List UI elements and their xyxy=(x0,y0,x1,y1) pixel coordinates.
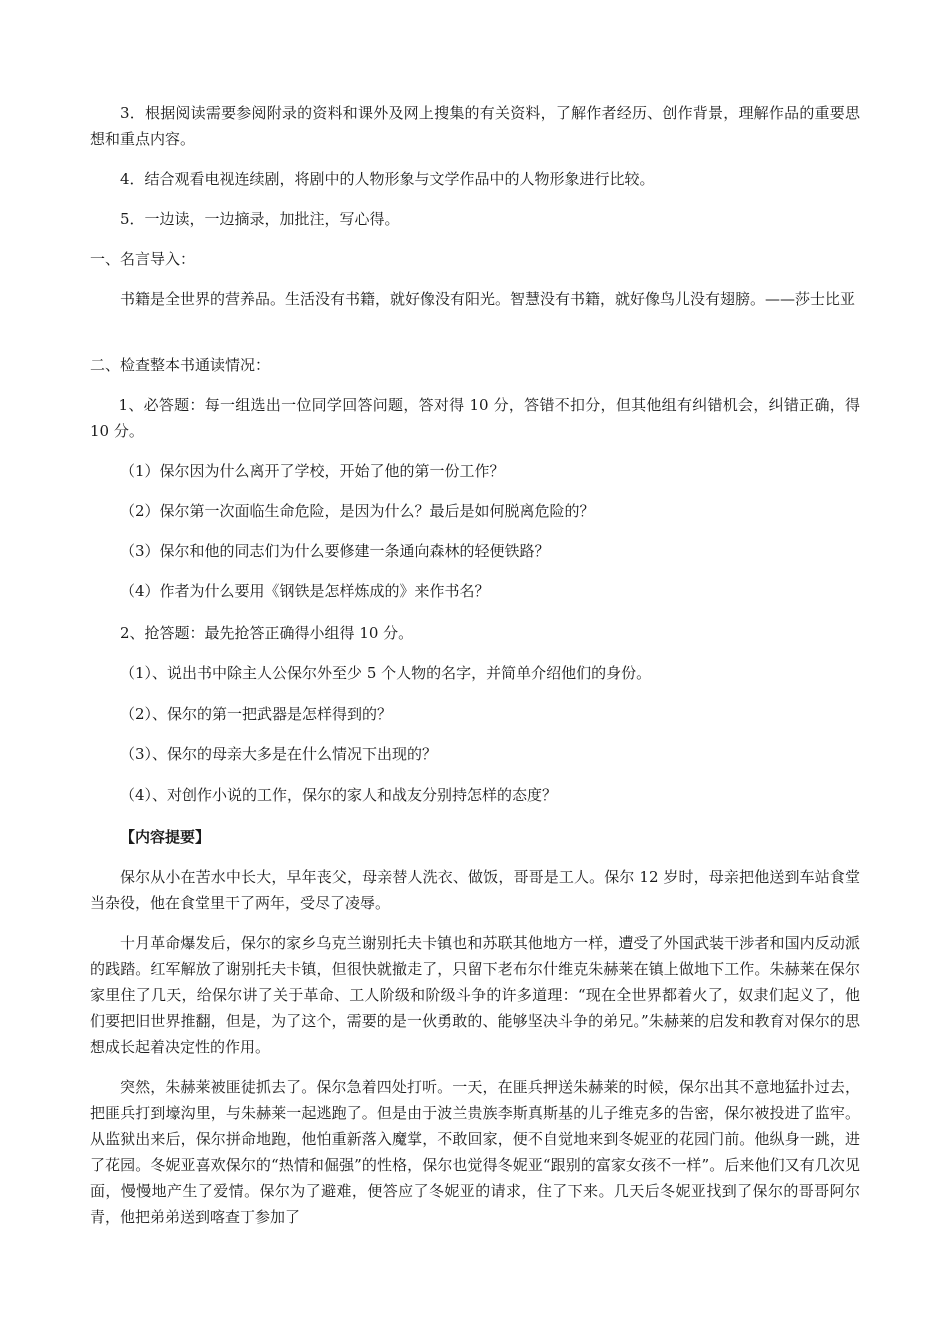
quick-question-2: （2）、保尔的第一把武器是怎样得到的？ xyxy=(120,705,393,723)
quote-paragraph: 书籍是全世界的营养品。生活没有书籍，就好像没有阳光。智慧没有书籍，就好像鸟儿没有翅膀。——莎士比亚 xyxy=(120,290,856,308)
summary-paragraph-1: 保尔从小在苦水中长大，早年丧父，母亲替人洗衣、做饭，哥哥是工人。保尔 12 岁时，母亲把他送到车站食堂当杂役，他在食堂里干了两年，受尽了凌辱。 xyxy=(90,868,860,912)
section-heading-1: 一、名言导入： xyxy=(90,250,196,268)
summary-paragraph-3: 突然，朱赫莱被匪徒抓去了。保尔急着四处打听。一天，在匪兵押送朱赫莱的时候，保尔出其不意地猛扑过去，把匪兵打到壕沟里，与朱赫莱一起逃跑了。但是由于波兰贵族李斯真斯基的儿子维克多的告密，保尔被投进了监牢。从监狱出来后，保尔拼命地跑，他怕重新落入魔掌，不敢回家，便不自觉地来到冬妮亚的花园门前。他纵身一跳，进了花园。冬妮亚喜欢保尔的“热情和倔强”的性格，保尔也觉得冬妮亚“跟别的富家女孩不一样”。后来他们又有几次见面，慢慢地产生了爱情。保尔为了避难，便答应了冬妮亚的请求，住了下来。几天后冬妮亚找到了保尔的哥哥阿尔青，他把弟弟送到喀查丁参加了 xyxy=(90,1078,860,1226)
quick-question-3: （3）、保尔的母亲大多是在什么情况下出现的？ xyxy=(120,745,438,763)
summary-paragraph-2: 十月革命爆发后，保尔的家乡乌克兰谢别托夫卡镇也和苏联其他地方一样，遭受了外国武装干涉者和国内反动派的践踏。红军解放了谢别托夫卡镇，但很快就撤走了，只留下老布尔什维克朱赫莱在镇上做地下工作。朱赫莱在保尔家里住了几天，给保尔讲了关于革命、工人阶级和阶级斗争的许多道理：“现在全世界都着火了，奴隶们起义了，他们要把旧世界推翻，但是，为了这个，需要的是一伙勇敢的、能够坚决斗争的弟兄。”朱赫莱的启发和教育对保尔的思想成长起着决定性的作用。 xyxy=(90,934,860,1056)
paragraph-5: 5．一边读，一边摘录，加批注，写心得。 xyxy=(120,210,400,228)
content-summary-heading: 【内容提要】 xyxy=(120,828,211,846)
paragraph-4: 4．结合观看电视连续剧，将剧中的人物形象与文学作品中的人物形象进行比较。 xyxy=(120,170,655,188)
quick-answer-intro: 2、抢答题：最先抢答正确得小组得 10 分。 xyxy=(120,624,414,642)
question-3: （3）保尔和他的同志们为什么要修建一条通向森林的轻便铁路？ xyxy=(120,542,550,560)
section-heading-2: 二、检查整本书通读情况： xyxy=(90,356,271,374)
quick-question-1: （1）、说出书中除主人公保尔外至少 5 个人物的名字，并简单介绍他们的身份。 xyxy=(120,664,652,682)
required-questions-intro: 1、必答题：每一组选出一位同学回答问题，答对得 10 分，答错不扣分，但其他组有纠错机会，纠错正确，得 10 分。 xyxy=(90,396,860,440)
question-2: （2）保尔第一次面临生命危险，是因为什么？最后是如何脱离危险的？ xyxy=(120,502,595,520)
paragraph-3: 3．根据阅读需要参阅附录的资料和课外及网上搜集的有关资料，了解作者经历、创作背景，理解作品的重要思想和重点内容。 xyxy=(90,104,860,148)
question-4: （4）作者为什么要用《钢铁是怎样炼成的》来作书名？ xyxy=(120,582,490,600)
quick-question-4: （4）、对创作小说的工作，保尔的家人和战友分别持怎样的态度？ xyxy=(120,786,558,804)
question-1: （1）保尔因为什么离开了学校，开始了他的第一份工作？ xyxy=(120,462,505,480)
